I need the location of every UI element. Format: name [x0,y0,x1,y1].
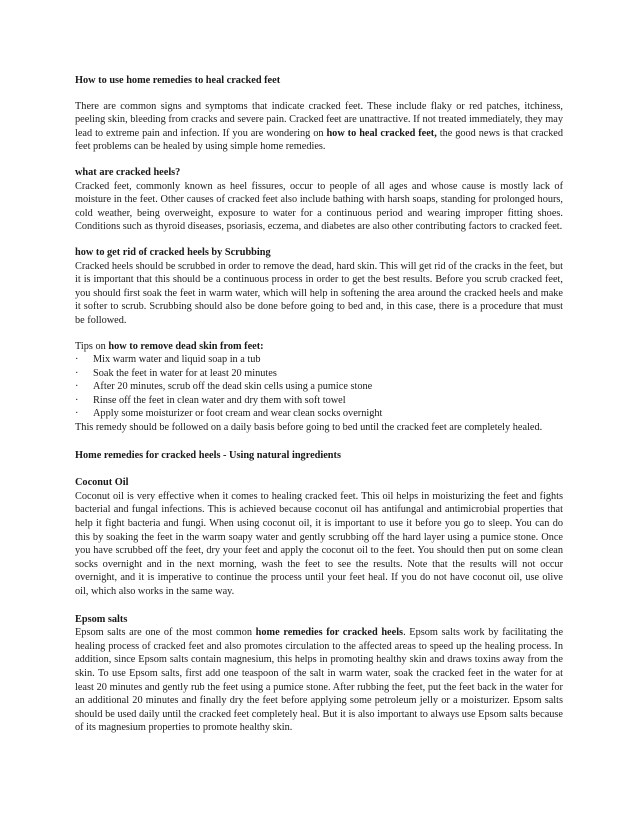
bullet-icon: · [75,367,79,379]
intro-paragraph [75,100,563,154]
bullet-icon: · [75,394,79,406]
tip-text: Apply some moisturizer or foot cream and wear clean socks overnight [93,408,383,420]
epsom-body [75,626,563,735]
list-item [75,407,563,421]
scrubbing-body: Cracked heels should be scrubbed in order to remove the dead, hard skin. This will get rid of the cracks in the feet, but it is important that this should be a continuous process in order to get the best results. Before you scrub cracked feet, you should first soak the feet in warm water, which will help in softening the area around the cracked heels and make it softer to scrub. Scrubbing should also be done before going to bed and, in this case, there is a procedure that must be followed. [75,260,563,326]
what-are-heading: what are cracked heels? [75,166,181,178]
list-item [75,353,563,367]
natural-heading: Home remedies for cracked heels - Using natural ingredients [75,449,341,461]
intro-text-after: the good news is that cracked feet problems can be healed by using simple home remedies. [75,127,563,153]
tips-closing: This remedy should be followed on a daily basis before going to bed until the cracked feet are completely healed. [75,422,543,434]
tip-text: Rinse off the feet in clean water and dry them with soft towel [93,394,346,406]
list-item [75,394,563,408]
document-page [75,66,563,735]
epsom-bold-link: home remedies for cracked heels [255,627,404,639]
document-title: How to use home remedies to heal cracked feet [75,75,281,86]
intro-bold-link: how to heal cracked feet, [326,127,437,139]
epsom-text-after: . Epsom salts work by facilitating the healing process of cracked feet and also promotes circulation to the affected areas to speed up the healing process. In addition, since Epsom salts contain magnesium, this helps in promoting healthy skin and draws toxins away from the skin. To use Epsom salts, first add one teaspoon of the salt in warm water, soak the cracked feet in the water for at least 20 minutes and gently rub the feet using a pumice stone. After rubbing the feet, put the feet back in the water for an additional 20 minutes and finally dry the feet before applying some petroleum jelly or a moisturizer. Epsom salts should be used daily until the cracked feet completely heal. But it is also important to always use Epsom salts because of its magnesium properties to promote healthy skin. [75,627,564,734]
tip-text: After 20 minutes, scrub off the dead skin cells using a pumice stone [93,381,373,393]
epsom-heading: Epsom salts [75,613,128,625]
tip-text: Mix warm water and liquid soap in a tub [93,354,261,366]
tips-intro-text: Tips on [75,340,109,352]
scrubbing-heading: how to get rid of cracked heels by Scrubbing [75,246,271,258]
intro-text-before: There are common signs and symptoms that indicate cracked feet. These include flaky or red patches, itchiness, peeling skin, bleeding from cracks and severe pain. Cracked feet are unattractive. If not treated immediately, they may lead to extreme pain and infection. If you are wondering on [75,100,563,139]
list-item [75,380,563,394]
tips-intro-bold: how to remove dead skin from feet: [108,340,264,352]
bullet-icon: · [75,354,79,366]
tips-list [75,353,563,421]
tip-text: Soak the feet in water for at least 20 minutes [93,367,277,379]
coconut-heading: Coconut Oil [75,477,129,489]
tips-intro [75,340,563,354]
coconut-body: Coconut oil is very effective when it comes to healing cracked feet. This oil helps in moisturizing the feet and fights bacterial and fungal infections. This is achieved because coconut oil has antifungal and antimicrobial properties that help it fight bacteria and fungi. When using coconut oil, it is important to use it before you go to sleep. You can do this by soaking the feet in the warm soapy water and gently scrubbing off the hard layer using a pumice stone. Once you have scrubbed off the feet, dry your feet and apply the coconut oil to the feet. You should then put on some clean socks overnight and in the next morning, wash the feet to see the results. Note that the results will not occur overnight, and it is imperative to continue the process until your feet heal. If you do not have coconut oil, use olive oil, which also works in the same way. [75,490,563,597]
list-item [75,367,563,381]
epsom-text-before: Epsom salts are one of the most common [75,627,256,639]
bullet-icon: · [75,381,79,393]
bullet-icon: · [75,408,79,420]
what-are-body: Cracked feet, commonly known as heel fissures, occur to people of all ages and whose cause is mostly lack of moisture in the feet. Other causes of cracked feet also include bathing with harsh soaps, standing for prolonged hours, cold weather, being overweight, exposure to water for a continuous period and wearing improper fitting shoes. Conditions such as thyroid diseases, psoriasis, eczema, and diabetes are also other contributing factors to cracked feet. [75,180,563,233]
